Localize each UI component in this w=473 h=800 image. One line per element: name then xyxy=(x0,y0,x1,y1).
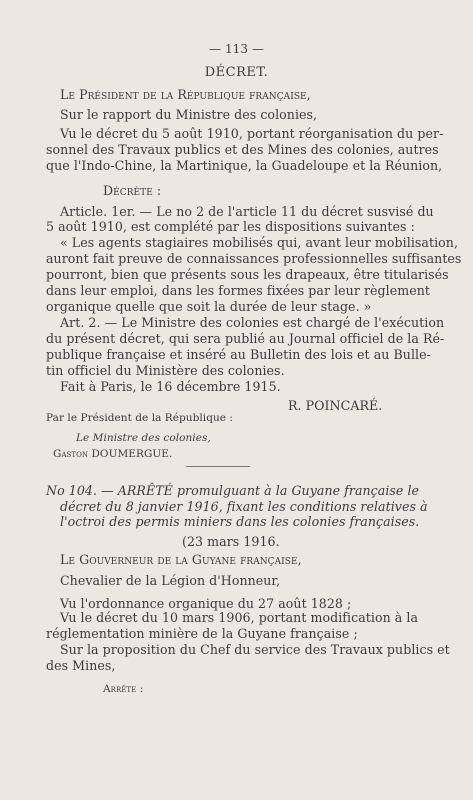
vu-line-1: Vu l'ordonnance organique du 27 août 1828 ; xyxy=(60,596,352,611)
article1-line-4: auront fait preuve de connaissances professionnelles suffisantes xyxy=(46,251,462,266)
signature: R. POINCARÉ. xyxy=(288,398,383,413)
section-divider xyxy=(186,466,250,467)
article1-line-1: Article. 1er. — Le no 2 de l'article 11 du décret susvisé du xyxy=(60,204,434,219)
considerant-line-2: sonnel des Travaux publics et des Mines des colonies, autres xyxy=(46,142,439,157)
article1-line-2: 5 août 1910, est complété par les dispositions suivantes : xyxy=(46,219,415,234)
arrete-heading-line-3: l'octroi des permis miniers dans les colonies françaises. xyxy=(60,514,420,529)
president-line: Le Président de la République française, xyxy=(60,87,311,102)
article2-line-2: du présent décret, qui sera publié au Journal officiel de la Ré- xyxy=(46,331,445,346)
countersign-name: Gaston DOUMERGUE. xyxy=(53,448,173,460)
article1-line-7: organique quelle que soit la durée de leur stage. » xyxy=(46,299,372,314)
article1-line-3: « Les agents stagiaires mobilisés qui, avant leur mobilisation, xyxy=(60,235,459,250)
considerant-line-3: que l'Indo-Chine, la Martinique, la Guadeloupe et la Réunion, xyxy=(46,158,443,173)
arrete-heading-line-2: décret du 8 janvier 1916, fixant les conditions relatives à xyxy=(60,499,428,514)
article2-line-3: publique française et inséré au Bulletin des lois et au Bulle- xyxy=(46,347,431,362)
arrete-date: (23 mars 1916. xyxy=(182,534,280,549)
vu-line-2a: Vu le décret du 10 mars 1906, portant modification à la xyxy=(60,610,419,625)
decree-date: Fait à Paris, le 16 décembre 1915. xyxy=(60,379,281,394)
article2-line-4: tin officiel du Ministère des colonies. xyxy=(46,363,285,378)
report-line: Sur le rapport du Ministre des colonies, xyxy=(60,107,318,122)
page-number: — 113 — xyxy=(209,42,264,56)
decrete-heading: Décrète : xyxy=(103,183,162,198)
vu-line-2b: réglementation minière de la Guyane française ; xyxy=(46,626,358,641)
article1-line-6: dans leur emploi, dans les formes fixées par leur règlement xyxy=(46,283,430,298)
arrete-heading-line-1: No 104. — ARRÊTÉ promulguant à la Guyane française le xyxy=(46,483,420,498)
governor-line: Le Gouverneur de la Guyane française, xyxy=(60,552,302,567)
considerant-line-1: Vu le décret du 5 août 1910, portant réorganisation du per- xyxy=(60,126,444,141)
chevalier-line: Chevalier de la Légion d'Honneur, xyxy=(60,573,281,588)
vu-line-3a: Sur la proposition du Chef du service des Travaux publics et xyxy=(60,642,450,657)
article1-line-5: pourront, bien que présents sous les drapeaux, être titularisés xyxy=(46,267,449,282)
article2-line-1: Art. 2. — Le Ministre des colonies est chargé de l'exécution xyxy=(60,315,445,330)
arrete-word: Arrête : xyxy=(103,683,144,695)
countersign-role: Le Ministre des colonies, xyxy=(76,432,211,444)
countersign-intro: Par le Président de la République : xyxy=(46,412,234,424)
decree-title: DÉCRET. xyxy=(204,65,269,80)
vu-line-3b: des Mines, xyxy=(46,658,116,673)
